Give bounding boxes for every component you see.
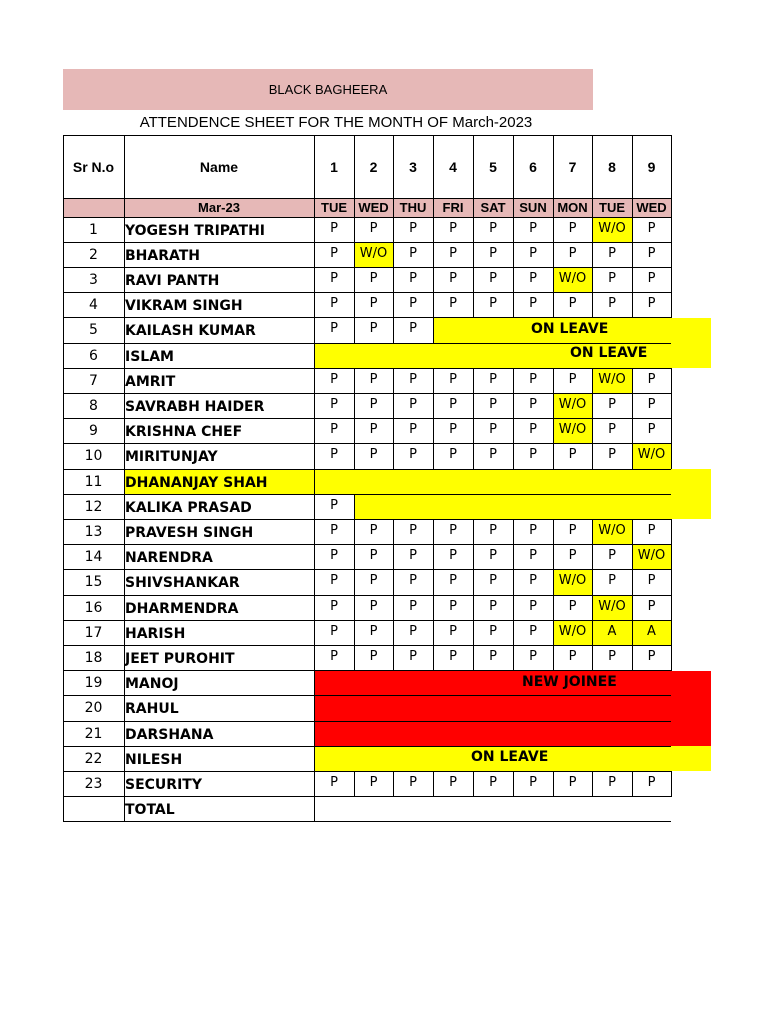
- attendance-mark: P: [489, 774, 497, 790]
- attendance-mark: P: [449, 623, 457, 639]
- attendance-mark: P: [529, 548, 537, 564]
- attendance-mark: P: [449, 220, 457, 236]
- attendance-mark: P: [489, 371, 497, 387]
- attendance-mark: P: [369, 296, 378, 312]
- attendance-mark: P: [529, 245, 537, 261]
- employee-name: YOGESH TRIPATHI: [125, 222, 266, 239]
- attendance-mark: P: [608, 245, 616, 261]
- attendance-mark: P: [449, 548, 457, 564]
- attendance-mark: W/O: [359, 245, 388, 261]
- weekday-label: SUN: [519, 200, 547, 215]
- attendance-mark: P: [489, 648, 497, 664]
- weekday-label: THU: [399, 200, 427, 215]
- attendance-mark: P: [369, 422, 378, 438]
- attendance-mark: P: [568, 371, 577, 387]
- attendance-mark: P: [489, 447, 497, 463]
- attendance-mark: P: [568, 447, 577, 463]
- attendance-mark: P: [330, 522, 338, 538]
- attendance-mark: P: [330, 321, 338, 337]
- employee-name: DARSHANA: [125, 726, 214, 743]
- attendance-mark: P: [330, 270, 338, 286]
- attendance-mark: P: [489, 220, 497, 236]
- attendance-mark: W/O: [598, 371, 626, 387]
- attendance-mark: P: [608, 270, 616, 286]
- attendance-mark: P: [449, 447, 457, 463]
- serial-number: 16: [84, 599, 103, 616]
- column-header-day: 2: [369, 158, 378, 175]
- column-header-srno: Sr N.o: [72, 158, 115, 175]
- attendance-mark: P: [449, 598, 457, 614]
- attendance-mark: P: [647, 422, 656, 438]
- attendance-mark: P: [369, 623, 378, 639]
- column-header-day: 5: [489, 158, 497, 175]
- attendance-mark: A: [647, 623, 656, 639]
- attendance-mark: W/O: [558, 623, 587, 639]
- attendance-mark: P: [529, 371, 537, 387]
- attendance-mark: P: [529, 396, 537, 412]
- attendance-mark: P: [449, 396, 457, 412]
- attendance-mark: P: [449, 371, 457, 387]
- attendance-mark: P: [409, 774, 417, 790]
- serial-number: 12: [84, 498, 103, 515]
- attendance-mark: P: [489, 296, 497, 312]
- attendance-mark: P: [369, 598, 378, 614]
- attendance-mark: P: [529, 447, 537, 463]
- status-note: ON LEAVE: [531, 320, 609, 337]
- attendance-mark: P: [409, 396, 417, 412]
- attendance-mark: P: [330, 245, 338, 261]
- employee-name: SHIVSHANKAR: [125, 575, 240, 592]
- grid-line: [314, 721, 671, 722]
- status-note: ON LEAVE: [570, 345, 648, 361]
- attendance-mark: W/O: [558, 396, 587, 412]
- attendance-mark: P: [449, 296, 457, 312]
- attendance-mark: P: [529, 296, 537, 312]
- employee-name: JEET PUROHIT: [125, 650, 235, 667]
- absence-band: [314, 469, 711, 494]
- attendance-mark: P: [409, 371, 417, 387]
- weekday-label: TUE: [599, 200, 625, 215]
- attendance-mark: P: [409, 321, 417, 337]
- attendance-mark: P: [529, 623, 537, 639]
- attendance-mark: P: [369, 270, 378, 286]
- employee-name: NILESH: [125, 751, 183, 768]
- column-header-day: 9: [647, 158, 656, 175]
- attendance-mark: P: [330, 598, 338, 614]
- employee-name: HARISH: [125, 625, 186, 642]
- status-note: NEW JOINEE: [522, 673, 617, 690]
- attendance-mark: P: [330, 371, 338, 387]
- serial-number: 21: [84, 725, 103, 742]
- attendance-mark: W/O: [637, 447, 666, 463]
- attendance-mark: W/O: [598, 220, 626, 236]
- attendance-mark: P: [568, 548, 577, 564]
- attendance-mark: P: [647, 371, 656, 387]
- attendance-mark: P: [647, 648, 656, 664]
- new-joinee-band: [314, 671, 711, 747]
- attendance-mark: P: [369, 522, 378, 538]
- serial-number: 4: [89, 297, 98, 314]
- serial-number: 14: [84, 549, 103, 566]
- attendance-mark: P: [330, 648, 338, 664]
- attendance-mark: P: [330, 220, 338, 236]
- serial-number: 10: [84, 448, 103, 465]
- employee-name: KRISHNA CHEF: [125, 424, 243, 441]
- column-header-day: 8: [608, 158, 616, 175]
- attendance-mark: P: [409, 296, 417, 312]
- weekday-label: SAT: [480, 200, 506, 215]
- serial-number: 9: [89, 423, 98, 440]
- attendance-mark: P: [369, 321, 378, 337]
- attendance-mark: P: [409, 648, 417, 664]
- absence-band: [354, 494, 711, 519]
- serial-number: 15: [84, 574, 103, 591]
- attendance-mark: P: [568, 648, 577, 664]
- attendance-mark: P: [369, 396, 378, 412]
- attendance-mark: P: [489, 623, 497, 639]
- serial-number: 5: [89, 322, 98, 339]
- attendance-mark: P: [369, 548, 378, 564]
- attendance-mark: W/O: [637, 548, 666, 564]
- attendance-mark: P: [330, 422, 338, 438]
- attendance-mark: P: [647, 245, 656, 261]
- attendance-mark: P: [529, 270, 537, 286]
- attendance-mark: P: [330, 623, 338, 639]
- serial-number: 23: [84, 775, 103, 792]
- serial-number: 1: [89, 221, 98, 238]
- attendance-mark: P: [489, 573, 497, 589]
- employee-name: MIRITUNJAY: [125, 449, 218, 466]
- company-banner: [63, 69, 593, 110]
- attendance-mark: P: [608, 774, 616, 790]
- serial-number: 20: [84, 700, 103, 717]
- attendance-mark: P: [409, 270, 417, 286]
- attendance-mark: P: [489, 422, 497, 438]
- serial-number: 13: [84, 523, 103, 540]
- attendance-mark: P: [529, 220, 537, 236]
- attendance-mark: P: [608, 548, 616, 564]
- column-header-day: 6: [529, 158, 537, 175]
- month-label: Mar-23: [198, 200, 240, 215]
- attendance-mark: P: [330, 296, 338, 312]
- serial-number: 3: [89, 271, 98, 288]
- attendance-mark: P: [409, 573, 417, 589]
- attendance-mark: W/O: [558, 573, 587, 589]
- attendance-mark: P: [529, 573, 537, 589]
- attendance-mark: P: [449, 245, 457, 261]
- attendance-mark: P: [369, 648, 378, 664]
- attendance-mark: W/O: [598, 598, 626, 614]
- employee-name: KALIKA PRASAD: [125, 499, 252, 516]
- employee-name: RAHUL: [125, 701, 179, 718]
- attendance-mark: P: [449, 270, 457, 286]
- attendance-mark: P: [608, 296, 616, 312]
- column-header-day: 3: [409, 158, 417, 175]
- employee-name: KAILASH KUMAR: [125, 323, 256, 340]
- attendance-mark: P: [647, 598, 656, 614]
- employee-name: ISLAM: [125, 348, 174, 365]
- employee-name: AMRIT: [125, 373, 176, 390]
- attendance-mark: P: [647, 270, 656, 286]
- attendance-mark: P: [568, 774, 577, 790]
- attendance-mark: P: [409, 548, 417, 564]
- attendance-mark: P: [409, 447, 417, 463]
- serial-number: 11: [84, 473, 103, 490]
- attendance-mark: P: [330, 447, 338, 463]
- attendance-mark: P: [369, 371, 378, 387]
- attendance-mark: P: [647, 296, 656, 312]
- attendance-mark: P: [449, 774, 457, 790]
- attendance-mark: P: [647, 573, 656, 589]
- employee-name: VIKRAM SINGH: [125, 298, 243, 315]
- attendance-mark: P: [647, 396, 656, 412]
- attendance-mark: P: [489, 270, 497, 286]
- column-header-name: Name: [199, 158, 239, 175]
- employee-name: MANOJ: [125, 676, 179, 693]
- attendance-mark: P: [608, 422, 616, 438]
- attendance-mark: P: [608, 573, 616, 589]
- employee-name: NARENDRA: [125, 550, 213, 567]
- column-header-day: 7: [568, 158, 577, 175]
- employee-name: DHANANJAY SHAH: [125, 474, 268, 491]
- column-header-day: 1: [330, 158, 338, 175]
- attendance-mark: P: [409, 623, 417, 639]
- attendance-mark: P: [647, 522, 656, 538]
- weekday-label: FRI: [442, 200, 464, 215]
- attendance-mark: A: [607, 623, 617, 639]
- attendance-mark: P: [369, 774, 378, 790]
- serial-number: 22: [84, 750, 103, 767]
- attendance-mark: P: [529, 598, 537, 614]
- attendance-mark: P: [529, 422, 537, 438]
- attendance-mark: P: [608, 648, 616, 664]
- status-note: ON LEAVE: [471, 749, 549, 766]
- attendance-mark: P: [330, 774, 338, 790]
- attendance-mark: P: [369, 220, 378, 236]
- attendance-mark: P: [489, 598, 497, 614]
- weekday-label: TUE: [321, 200, 347, 215]
- attendance-mark: P: [409, 422, 417, 438]
- attendance-mark: P: [409, 522, 417, 538]
- employee-name: BHARATH: [125, 247, 201, 264]
- attendance-mark: P: [647, 774, 656, 790]
- column-header-day: 4: [449, 158, 457, 175]
- serial-number: 2: [89, 246, 98, 263]
- attendance-mark: P: [369, 447, 378, 463]
- attendance-mark: P: [330, 573, 338, 589]
- attendance-mark: P: [568, 522, 577, 538]
- attendance-mark: P: [568, 296, 577, 312]
- weekday-label: WED: [358, 200, 389, 215]
- attendance-mark: P: [489, 245, 497, 261]
- attendance-mark: P: [529, 522, 537, 538]
- attendance-mark: P: [330, 548, 338, 564]
- attendance-mark: P: [489, 548, 497, 564]
- attendance-mark: P: [529, 648, 537, 664]
- attendance-mark: P: [489, 396, 497, 412]
- attendance-mark: P: [647, 220, 656, 236]
- attendance-mark: P: [409, 245, 417, 261]
- serial-number: 18: [84, 649, 103, 666]
- employee-name: DHARMENDRA: [125, 600, 239, 617]
- attendance-mark: P: [608, 447, 616, 463]
- attendance-mark: P: [529, 774, 537, 790]
- employee-name: SAVRABH HAIDER: [125, 398, 265, 415]
- attendance-mark: P: [369, 573, 378, 589]
- attendance-mark: P: [409, 220, 417, 236]
- attendance-mark: P: [608, 396, 616, 412]
- grid-line: [314, 695, 671, 696]
- attendance-mark: P: [568, 598, 577, 614]
- employee-name: PRAVESH SINGH: [125, 524, 254, 541]
- attendance-mark: P: [489, 522, 497, 538]
- weekday-label: WED: [636, 200, 667, 215]
- sheet-title: ATTENDENCE SHEET FOR THE MONTH OF March-2023: [139, 114, 533, 131]
- serial-number: [63, 797, 124, 822]
- attendance-mark: P: [330, 396, 338, 412]
- leave-band: [314, 343, 711, 368]
- attendance-mark: W/O: [598, 522, 626, 538]
- attendance-mark: W/O: [558, 270, 587, 286]
- attendance-mark: W/O: [558, 422, 587, 438]
- serial-number: 17: [84, 624, 103, 641]
- weekday-label: MON: [557, 200, 588, 215]
- employee-name: TOTAL: [125, 802, 175, 819]
- serial-number: 6: [89, 347, 98, 364]
- serial-number: 19: [84, 675, 103, 692]
- company-name: BLACK BAGHEERA: [268, 82, 388, 97]
- attendance-mark: P: [330, 497, 338, 513]
- serial-number: 8: [89, 397, 98, 414]
- attendance-mark: P: [568, 245, 577, 261]
- serial-number: 7: [89, 372, 98, 389]
- attendance-mark: P: [449, 648, 457, 664]
- employee-name: SECURITY: [125, 776, 202, 793]
- employee-name: RAVI PANTH: [125, 272, 220, 289]
- attendance-mark: P: [568, 220, 577, 236]
- attendance-mark: P: [449, 522, 457, 538]
- attendance-mark: P: [449, 573, 457, 589]
- attendance-mark: P: [409, 598, 417, 614]
- attendance-mark: P: [449, 422, 457, 438]
